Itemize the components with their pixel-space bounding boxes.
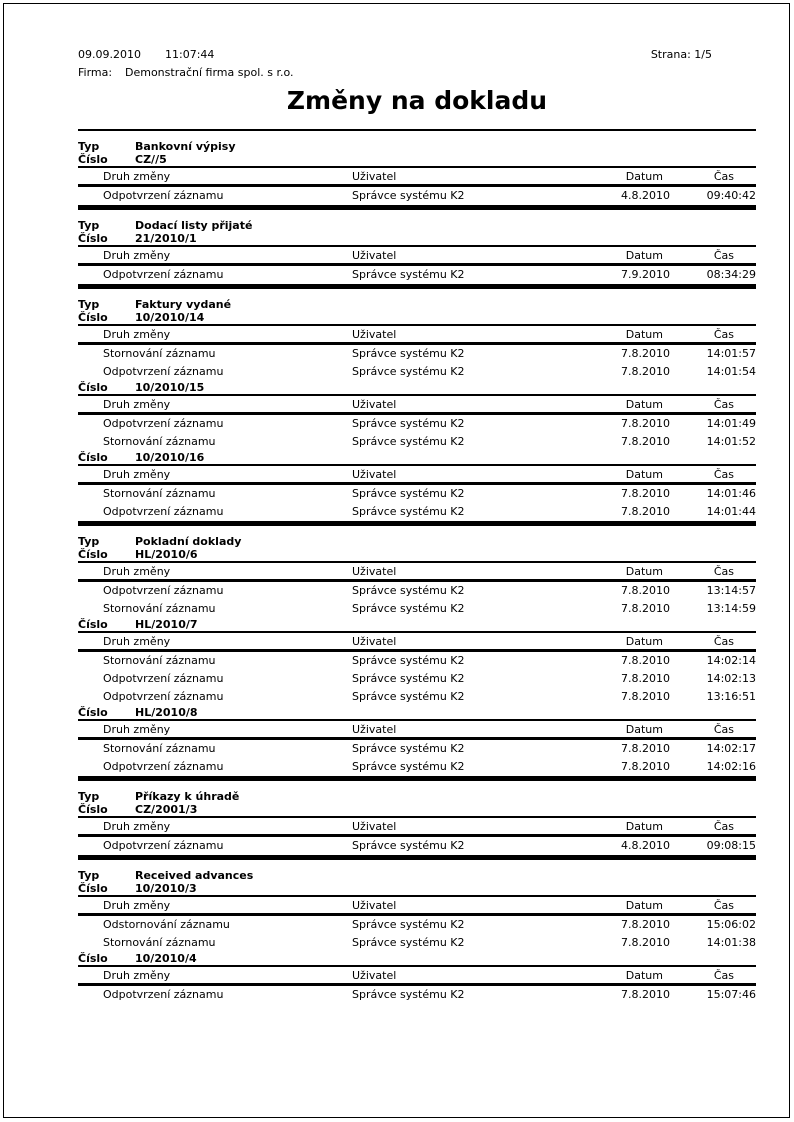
cell-druh-zmeny: Stornování záznamu [103,487,216,500]
cislo-label: Číslo [78,451,108,464]
cell-druh-zmeny: Stornování záznamu [103,435,216,448]
cell-uzivatel: Správce systému K2 [352,918,465,931]
typ-label: Typ [78,140,100,153]
cell-cas: 13:16:51 [706,690,756,703]
col-header-uzivatel: Uživatel [352,249,397,262]
table-row [78,916,756,934]
document-type-section [78,208,756,287]
cislo-row [78,952,756,965]
group-rows [78,740,756,776]
cislo-label: Číslo [78,232,108,245]
col-header-uzivatel: Uživatel [352,899,397,912]
table-header-row [78,327,756,342]
typ-value: Bankovní výpisy [135,140,236,153]
col-header-datum: Datum [625,723,663,736]
group-rows [78,837,756,855]
col-header-datum: Datum [625,468,663,481]
cell-cas: 14:01:57 [706,347,756,360]
cell-druh-zmeny: Stornování záznamu [103,347,216,360]
cell-cas: 14:02:14 [706,654,756,667]
col-header-cas: Čas [713,328,734,341]
document-number-group [78,451,756,521]
cell-cas: 14:01:54 [706,365,756,378]
sections [78,129,756,1004]
cell-datum: 7.8.2010 [621,505,670,518]
cislo-row [78,311,756,324]
document-type-section [78,287,756,524]
col-header-druh-zmeny: Druh změny [103,249,171,262]
cell-uzivatel: Správce systému K2 [352,487,465,500]
cislo-row [78,706,756,719]
cell-druh-zmeny: Stornování záznamu [103,936,216,949]
cell-datum: 7.8.2010 [621,760,670,773]
typ-row [78,298,756,311]
group-rows [78,582,756,618]
cell-cas: 08:34:29 [706,268,756,281]
document-number-group [78,311,756,381]
table-row [78,688,756,706]
cislo-row [78,803,756,816]
group-rows [78,485,756,521]
table-row [78,652,756,670]
col-header-cas: Čas [713,723,734,736]
typ-label: Typ [78,869,100,882]
cislo-value: CZ//5 [135,153,167,166]
report-date: 09.09.2010 [78,48,141,61]
cell-cas: 14:01:44 [706,505,756,518]
table-row [78,670,756,688]
col-header-druh-zmeny: Druh změny [103,565,171,578]
company-name: Demonstrační firma spol. s r.o. [125,66,294,79]
cell-datum: 4.8.2010 [621,839,670,852]
table-row [78,934,756,952]
table-row [78,986,756,1004]
cislo-row [78,153,756,166]
col-header-cas: Čas [713,565,734,578]
cell-cas: 14:01:52 [706,435,756,448]
table-row [78,600,756,618]
report-time: 11:07:44 [165,48,215,61]
document-type-section [78,524,756,779]
cell-datum: 7.8.2010 [621,602,670,615]
cislo-label: Číslo [78,548,108,561]
cislo-label: Číslo [78,618,108,631]
col-header-cas: Čas [713,635,734,648]
cell-datum: 7.9.2010 [621,268,670,281]
cell-uzivatel: Správce systému K2 [352,654,465,667]
report-meta-row [78,0,756,62]
section-groups [78,153,756,205]
cislo-label: Číslo [78,311,108,324]
col-header-uzivatel: Uživatel [352,328,397,341]
cell-datum: 4.8.2010 [621,189,670,202]
section-groups [78,548,756,776]
col-header-cas: Čas [713,249,734,262]
cell-datum: 7.8.2010 [621,417,670,430]
group-rows [78,345,756,381]
cell-cas: 14:01:38 [706,936,756,949]
col-header-datum: Datum [625,249,663,262]
col-header-datum: Datum [625,899,663,912]
document-number-group [78,882,756,952]
document-number-group [78,952,756,1004]
document-type-section [78,779,756,858]
cell-cas: 13:14:59 [706,602,756,615]
cell-cas: 09:08:15 [706,839,756,852]
table-row [78,503,756,521]
cell-druh-zmeny: Odpotvrzení záznamu [103,760,224,773]
document-number-group [78,153,756,205]
cislo-row [78,451,756,464]
cell-uzivatel: Správce systému K2 [352,584,465,597]
typ-row [78,535,756,548]
col-header-cas: Čas [713,468,734,481]
group-rows [78,187,756,205]
table-header-row [78,968,756,983]
col-header-druh-zmeny: Druh změny [103,468,171,481]
cislo-value: 10/2010/15 [135,381,205,394]
cislo-value: HL/2010/6 [135,548,198,561]
cislo-value: 10/2010/3 [135,882,197,895]
cell-cas: 15:07:46 [706,988,756,1001]
section-groups [78,311,756,521]
cislo-value: 10/2010/14 [135,311,205,324]
col-header-druh-zmeny: Druh změny [103,820,171,833]
cell-cas: 15:06:02 [706,918,756,931]
col-header-uzivatel: Uživatel [352,635,397,648]
cell-druh-zmeny: Stornování záznamu [103,654,216,667]
typ-row [78,219,756,232]
col-header-druh-zmeny: Druh změny [103,899,171,912]
col-header-cas: Čas [713,969,734,982]
cislo-value: 21/2010/1 [135,232,197,245]
cell-druh-zmeny: Odpotvrzení záznamu [103,988,224,1001]
cislo-row [78,618,756,631]
document-type-section [78,858,756,1004]
table-header-row [78,898,756,913]
table-row [78,363,756,381]
cislo-label: Číslo [78,381,108,394]
col-header-cas: Čas [713,170,734,183]
cell-datum: 7.8.2010 [621,918,670,931]
cell-datum: 7.8.2010 [621,365,670,378]
typ-value: Faktury vydané [135,298,232,311]
col-header-druh-zmeny: Druh změny [103,969,171,982]
page-number: Strana: 1/5 [650,48,712,61]
col-header-druh-zmeny: Druh změny [103,398,171,411]
rule [78,394,756,396]
cislo-row [78,882,756,895]
table-header-row [78,169,756,184]
cislo-label: Číslo [78,153,108,166]
table-row [78,433,756,451]
cell-datum: 7.8.2010 [621,690,670,703]
cell-datum: 7.8.2010 [621,936,670,949]
group-rows [78,916,756,952]
cell-uzivatel: Správce systému K2 [352,347,465,360]
cell-cas: 14:01:46 [706,487,756,500]
typ-value: Pokladní doklady [135,535,242,548]
cell-datum: 7.8.2010 [621,487,670,500]
typ-label: Typ [78,298,100,311]
cell-datum: 7.8.2010 [621,672,670,685]
cell-cas: 14:02:16 [706,760,756,773]
cell-datum: 7.8.2010 [621,988,670,1001]
document-number-group [78,803,756,855]
rule [78,324,756,326]
table-header-row [78,467,756,482]
col-header-datum: Datum [625,635,663,648]
typ-label: Typ [78,219,100,232]
cell-uzivatel: Správce systému K2 [352,690,465,703]
cell-uzivatel: Správce systému K2 [352,936,465,949]
section-groups [78,232,756,284]
cell-datum: 7.8.2010 [621,435,670,448]
cell-uzivatel: Správce systému K2 [352,760,465,773]
col-header-uzivatel: Uživatel [352,468,397,481]
typ-value: Příkazy k úhradě [135,790,240,803]
typ-value: Received advances [135,869,254,882]
document-number-group [78,232,756,284]
table-row [78,837,756,855]
cell-uzivatel: Správce systému K2 [352,189,465,202]
col-header-uzivatel: Uživatel [352,820,397,833]
table-header-row [78,564,756,579]
cell-uzivatel: Správce systému K2 [352,417,465,430]
cell-datum: 7.8.2010 [621,742,670,755]
cell-druh-zmeny: Stornování záznamu [103,602,216,615]
cell-uzivatel: Správce systému K2 [352,435,465,448]
cell-druh-zmeny: Stornování záznamu [103,742,216,755]
cislo-row [78,232,756,245]
cell-druh-zmeny: Odpotvrzení záznamu [103,365,224,378]
cell-druh-zmeny: Odpotvrzení záznamu [103,268,224,281]
table-row [78,582,756,600]
cislo-value: 10/2010/16 [135,451,205,464]
cislo-label: Číslo [78,706,108,719]
meta-left [78,48,214,62]
company-label: Firma: [78,66,113,79]
page-title: Změny na dokladu [286,86,548,115]
table-row [78,345,756,363]
table-row [78,266,756,284]
cell-druh-zmeny: Odpotvrzení záznamu [103,839,224,852]
col-header-datum: Datum [625,170,663,183]
table-row [78,485,756,503]
cell-uzivatel: Správce systému K2 [352,839,465,852]
cislo-label: Číslo [78,952,108,965]
col-header-uzivatel: Uživatel [352,723,397,736]
col-header-datum: Datum [625,820,663,833]
document-type-section [78,129,756,208]
col-header-uzivatel: Uživatel [352,398,397,411]
rule [78,166,756,168]
cell-datum: 7.8.2010 [621,654,670,667]
col-header-cas: Čas [713,899,734,912]
document-number-group [78,381,756,451]
col-header-uzivatel: Uživatel [352,170,397,183]
cell-uzivatel: Správce systému K2 [352,672,465,685]
col-header-datum: Datum [625,969,663,982]
cell-cas: 13:14:57 [706,584,756,597]
cell-cas: 09:40:42 [706,189,756,202]
table-row [78,758,756,776]
rule [78,816,756,818]
typ-label: Typ [78,535,100,548]
cislo-row [78,381,756,394]
cell-druh-zmeny: Odpotvrzení záznamu [103,505,224,518]
rule [78,561,756,563]
cell-druh-zmeny: Odpotvrzení záznamu [103,672,224,685]
cislo-value: HL/2010/8 [135,706,198,719]
document-number-group [78,706,756,776]
rule [78,631,756,633]
group-rows [78,986,756,1004]
rule [78,895,756,897]
typ-label: Typ [78,790,100,803]
col-header-datum: Datum [625,328,663,341]
col-header-uzivatel: Uživatel [352,565,397,578]
col-header-cas: Čas [713,398,734,411]
document-number-group [78,618,756,706]
cislo-value: CZ/2001/3 [135,803,198,816]
table-header-row [78,634,756,649]
col-header-druh-zmeny: Druh změny [103,723,171,736]
rule [78,245,756,247]
cislo-value: HL/2010/7 [135,618,198,631]
cell-uzivatel: Správce systému K2 [352,988,465,1001]
typ-row [78,869,756,882]
col-header-druh-zmeny: Druh změny [103,170,171,183]
group-rows [78,266,756,284]
typ-value: Dodací listy přijaté [135,219,253,232]
cislo-label: Číslo [78,803,108,816]
cell-druh-zmeny: Odpotvrzení záznamu [103,690,224,703]
typ-row [78,140,756,153]
cell-druh-zmeny: Odpotvrzení záznamu [103,584,224,597]
table-header-row [78,397,756,412]
document-number-group [78,548,756,618]
cell-druh-zmeny: Odpotvrzení záznamu [103,417,224,430]
cell-uzivatel: Správce systému K2 [352,365,465,378]
rule [78,719,756,721]
cell-cas: 14:01:49 [706,417,756,430]
section-groups [78,803,756,855]
cell-druh-zmeny: Odstornování záznamu [103,918,230,931]
col-header-uzivatel: Uživatel [352,969,397,982]
table-row [78,740,756,758]
table-header-row [78,819,756,834]
col-header-datum: Datum [625,565,663,578]
company-row [78,66,756,80]
cell-uzivatel: Správce systému K2 [352,742,465,755]
col-header-datum: Datum [625,398,663,411]
group-rows [78,415,756,451]
typ-row [78,790,756,803]
rule [78,464,756,466]
cislo-row [78,548,756,561]
section-groups [78,882,756,1004]
cislo-value: 10/2010/4 [135,952,197,965]
col-header-cas: Čas [713,820,734,833]
table-header-row [78,248,756,263]
rule [78,965,756,967]
table-row [78,415,756,433]
table-header-row [78,722,756,737]
table-row [78,187,756,205]
col-header-druh-zmeny: Druh změny [103,328,171,341]
col-header-druh-zmeny: Druh změny [103,635,171,648]
group-rows [78,652,756,706]
cell-uzivatel: Správce systému K2 [352,602,465,615]
cislo-label: Číslo [78,882,108,895]
cell-cas: 14:02:17 [706,742,756,755]
cell-datum: 7.8.2010 [621,347,670,360]
cell-uzivatel: Správce systému K2 [352,268,465,281]
cell-datum: 7.8.2010 [621,584,670,597]
cell-cas: 14:02:13 [706,672,756,685]
cell-uzivatel: Správce systému K2 [352,505,465,518]
cell-druh-zmeny: Odpotvrzení záznamu [103,189,224,202]
